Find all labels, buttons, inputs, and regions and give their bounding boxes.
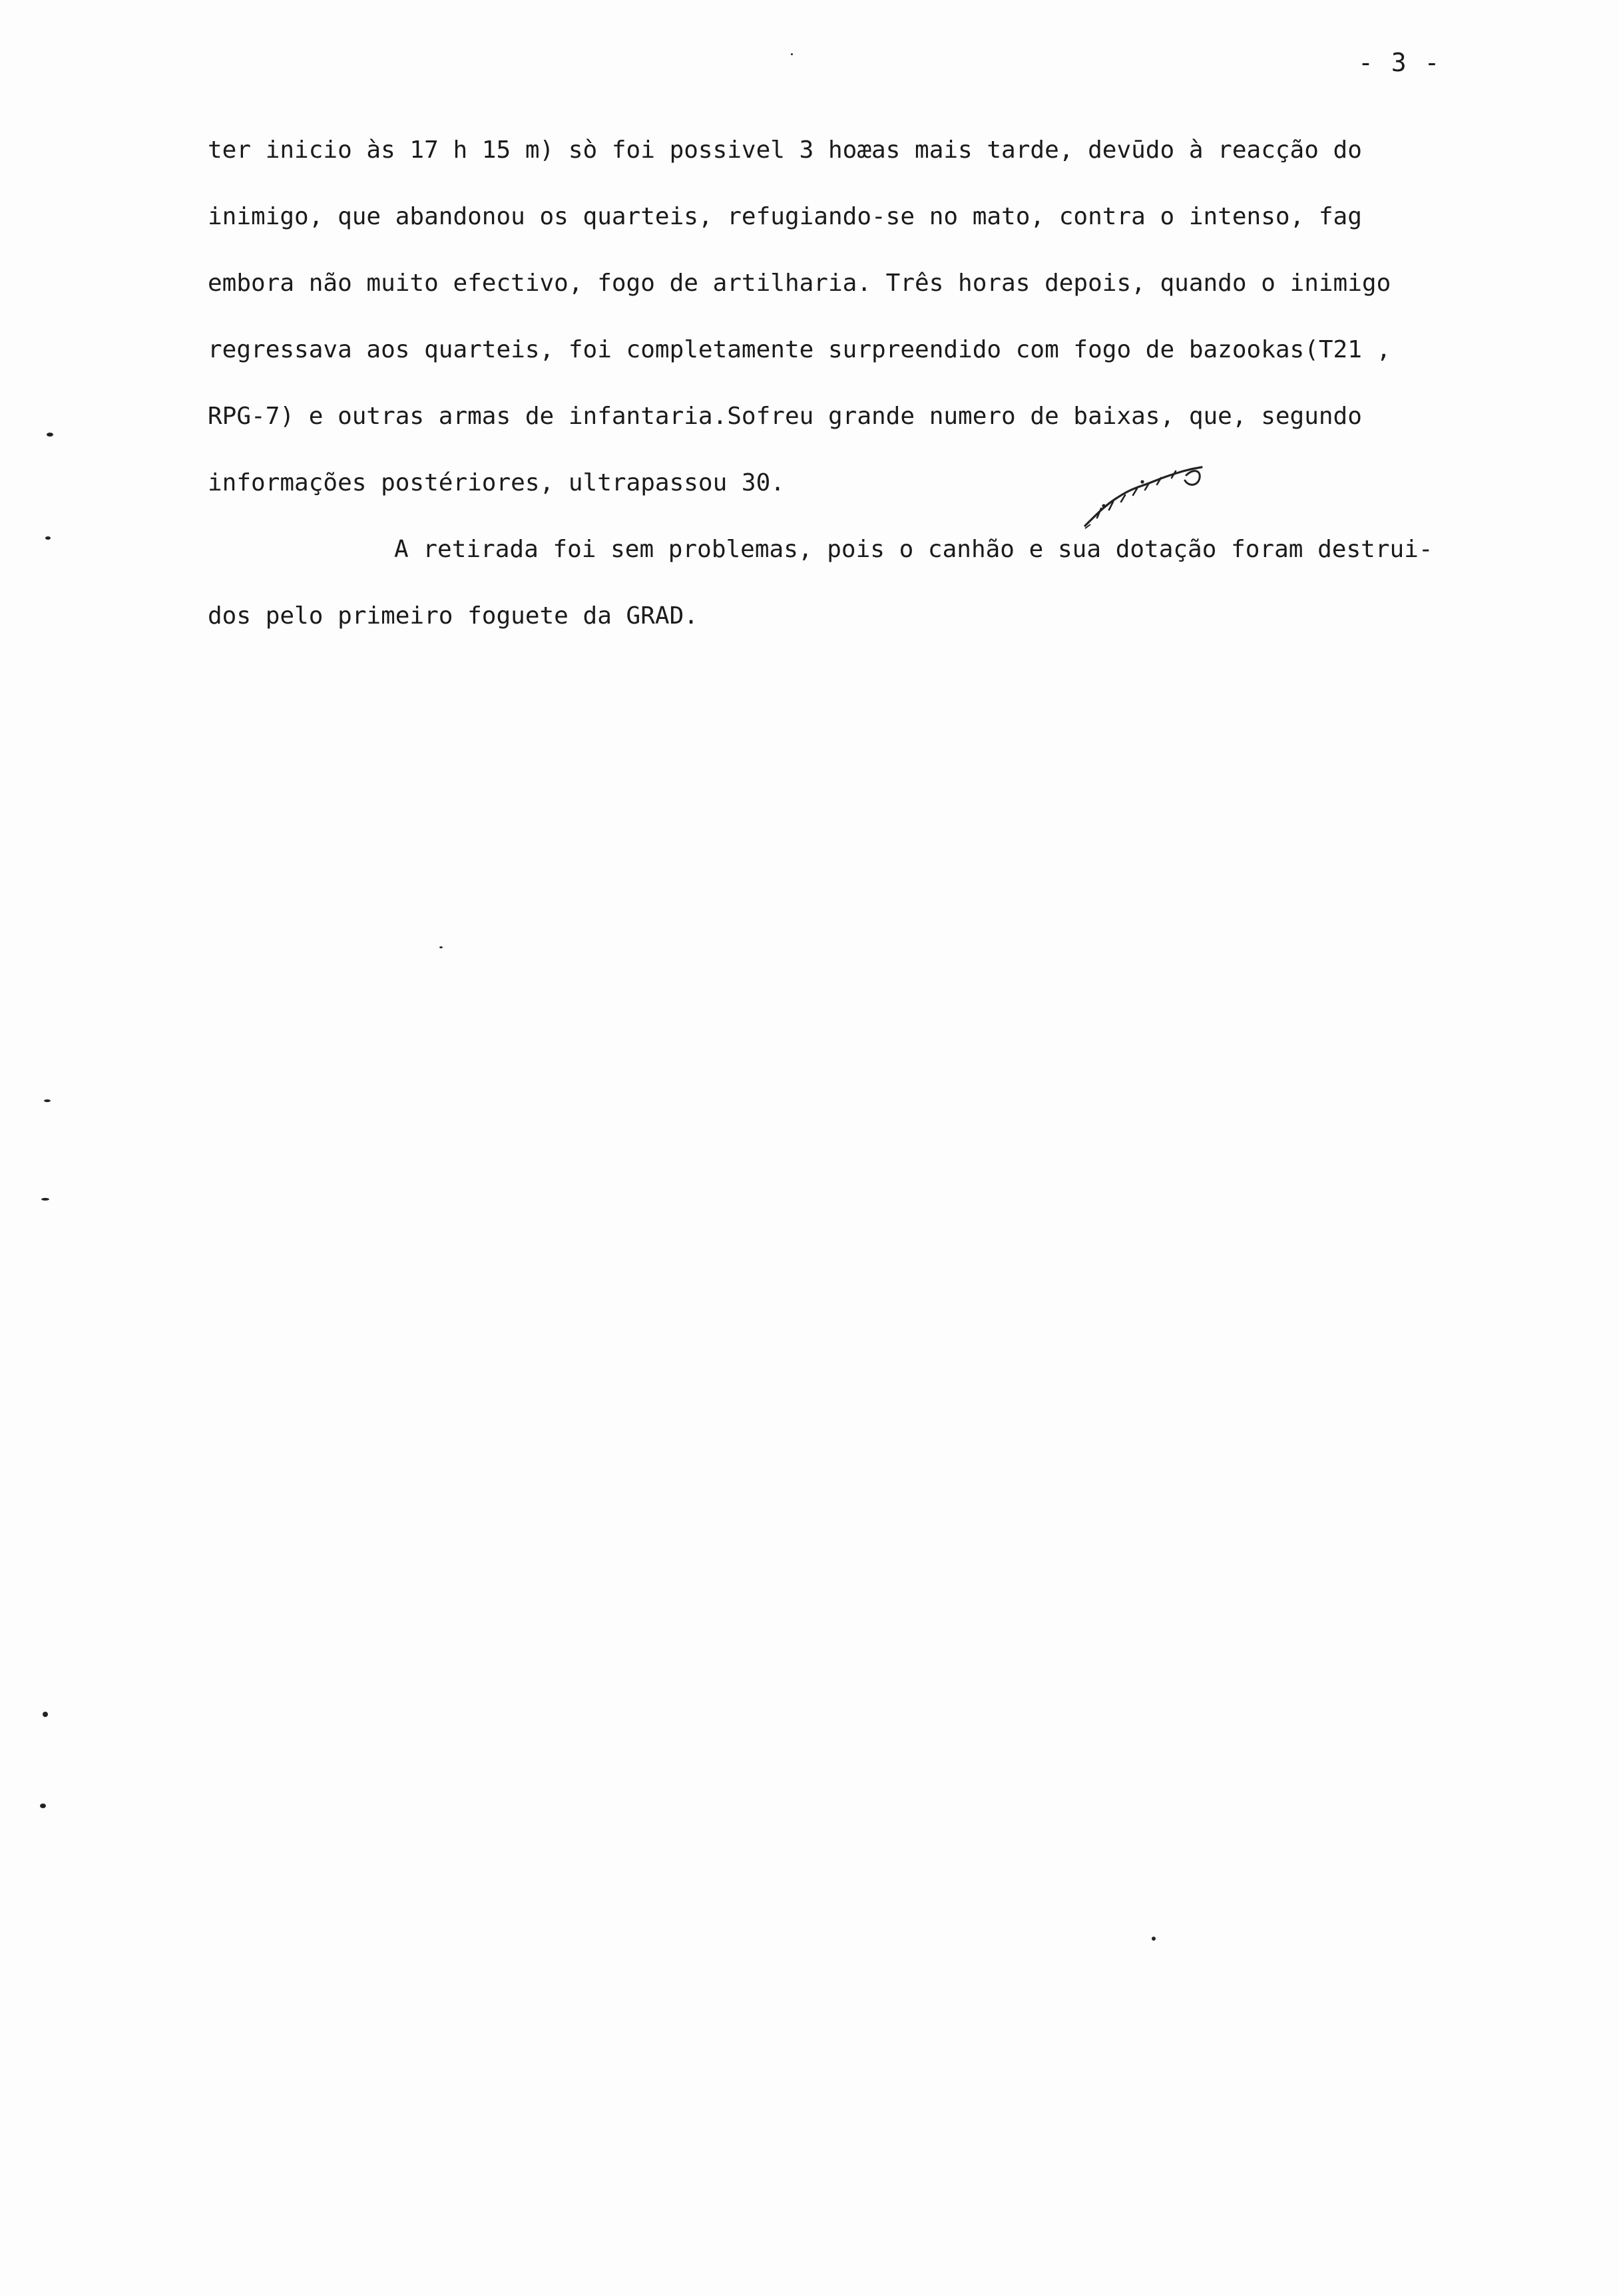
text-line: A retirada foi sem problemas, pois o canhão e sua dotação foram destrui- (394, 536, 1433, 563)
scan-mark (44, 1099, 51, 1102)
scan-mark (791, 53, 793, 55)
scan-mark (439, 946, 443, 948)
text-line: inimigo, que abandonou os quarteis, refugiando-se no mato, contra o intenso, fag (208, 203, 1362, 230)
scan-mark (43, 1712, 48, 1717)
text-line: embora não muito efectivo, fogo de artilharia. Três horas depois, quando o inimigo (208, 270, 1391, 297)
scan-mark (41, 1198, 49, 1201)
page-number: - 3 - (1358, 48, 1441, 77)
text-line: RPG-7) e outras armas de infantaria.Sofreu grande numero de baixas, que, segundo (208, 403, 1362, 430)
document-body (208, 117, 1539, 650)
text-line: dos pelo primeiro foguete da GRAD. (208, 602, 698, 630)
scan-mark (47, 433, 53, 437)
text-line: regressava aos quarteis, foi completamente surpreendido com fogo de bazookas(T21 , (208, 336, 1391, 363)
scan-mark (40, 1804, 46, 1808)
scan-mark (45, 536, 51, 540)
text-line: ter inicio às 17 h 15 m) sò foi possivel 3 hoæas mais tarde, devūdo à reacção do (208, 136, 1362, 164)
scan-mark (1152, 1937, 1156, 1941)
text-line: informações postériores, ultrapassou 30. (208, 469, 785, 496)
handwritten-annotation (1078, 459, 1212, 539)
